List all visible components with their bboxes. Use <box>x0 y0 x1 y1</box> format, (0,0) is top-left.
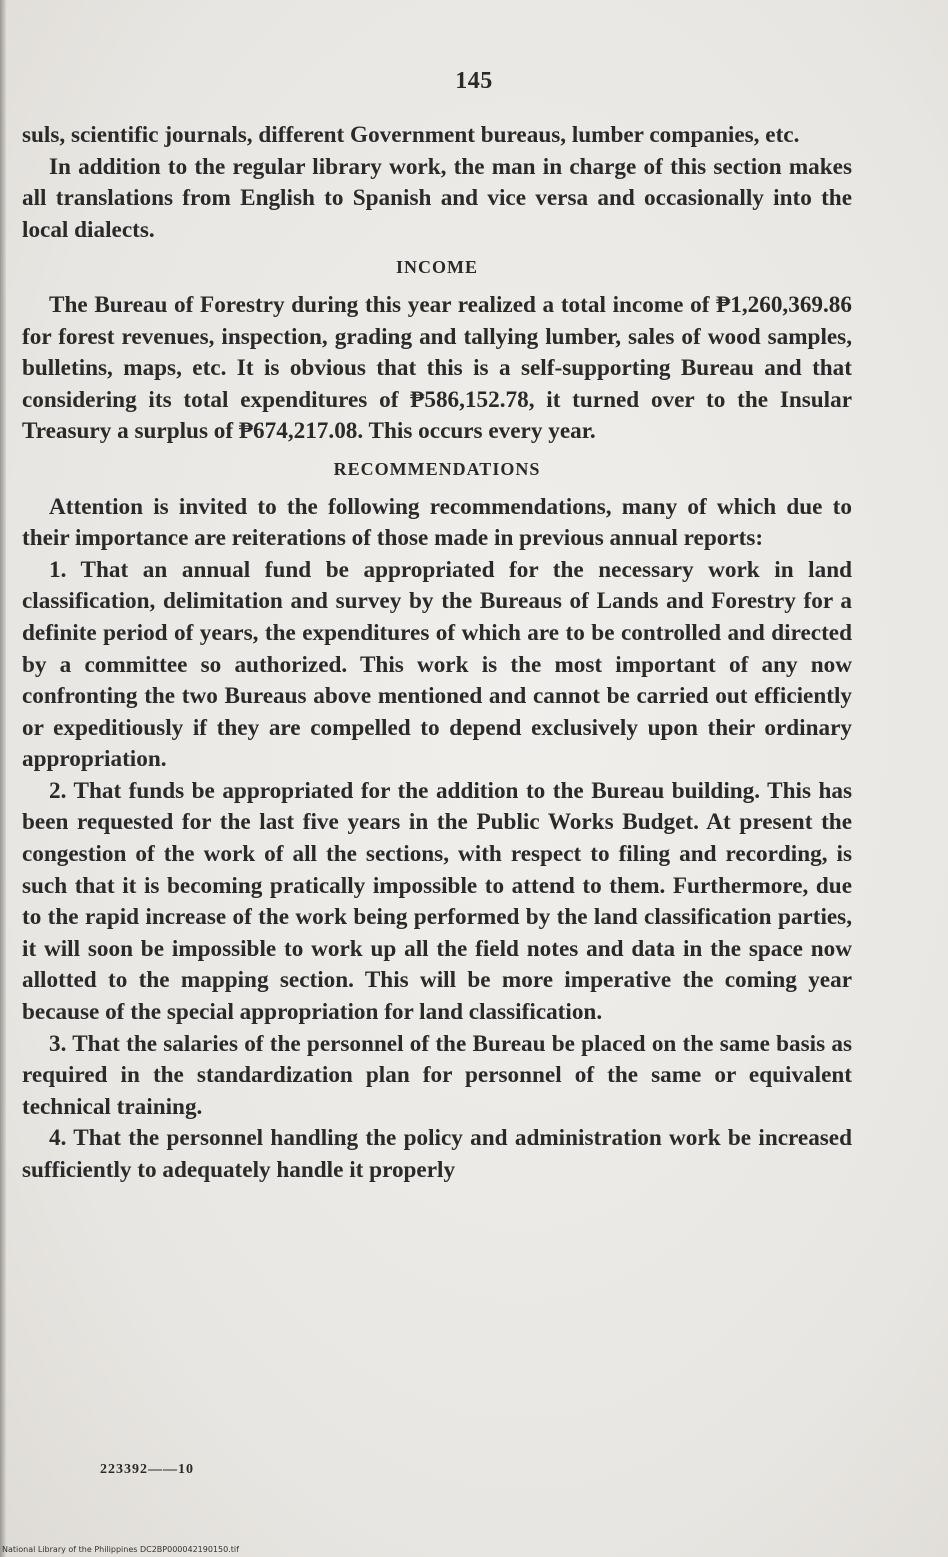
recommendation-1: 1. That an annual fund be appropriated for the necessary work in land classification, delimitation and survey by the Bureaus of Lands and Forestry for a definite period of years, the expenditures of which are to be controlled and directed by a committee so authorized. This work is the most important of any now confronting the two Bureaus above mentioned and cannot be carried out efficiently or expeditiously if they are compelled to depend exclusively upon their ordinary appropriation. <box>22 556 852 773</box>
printer-signature-code: 223392——10 <box>100 1462 194 1477</box>
paragraph-recommendations-intro: Attention is invited to the following recommendations, many of which due to their importance are reiterations of those made in previous annual reports: <box>22 493 852 552</box>
paragraph-library-work: In addition to the regular library work, the man in charge of this section makes all translations from English to Spanish and vice versa and occasionally into the local dialects. <box>22 153 852 243</box>
page-number: 145 <box>455 68 493 94</box>
scan-credit: National Library of the Philippines DC2BP000042190150.tif <box>2 1545 239 1554</box>
page-edge-shadow <box>0 0 6 1557</box>
paragraph-income: The Bureau of Forestry during this year realized a total income of ₱1,260,369.86 for forest revenues, inspection, grading and tallying lumber, sales of wood samples, bulletins, maps, etc. It is obvious that this is a self-supporting Bureau and that considering its total expenditures of ₱586,152.78, it turned over to the Insular Treasury a surplus of ₱674,217.08. This occurs every year. <box>22 291 852 445</box>
recommendation-2: 2. That funds be appropriated for the addition to the Bureau building. This has been requested for the last five years in the Public Works Budget. At present the congestion of the work of all the sections, with respect to filing and recording, is such that it is becoming pratically impossible to attend to them. Furthermore, due to the rapid increase of the work being performed by the land classification parties, it will soon be impossible to work up all the field notes and data in the space now allotted to the mapping section. This will be more imperative the coming year because of the special appropriation for land classification. <box>22 777 852 1026</box>
recommendation-3: 3. That the salaries of the personnel of the Bureau be placed on the same basis as required in the standardization plan for personnel of the same or equivalent technical training. <box>22 1030 852 1120</box>
heading-income: INCOME <box>396 257 478 278</box>
heading-recommendations: RECOMMENDATIONS <box>333 458 541 479</box>
recommendation-4: 4. That the personnel handling the policy and administration work be increased sufficiently to adequately handle it properly <box>22 1125 852 1183</box>
paragraph-continuation: suls, scientific journals, different Government bureaus, lumber companies, etc. <box>22 122 800 148</box>
body-text <box>22 120 852 1187</box>
